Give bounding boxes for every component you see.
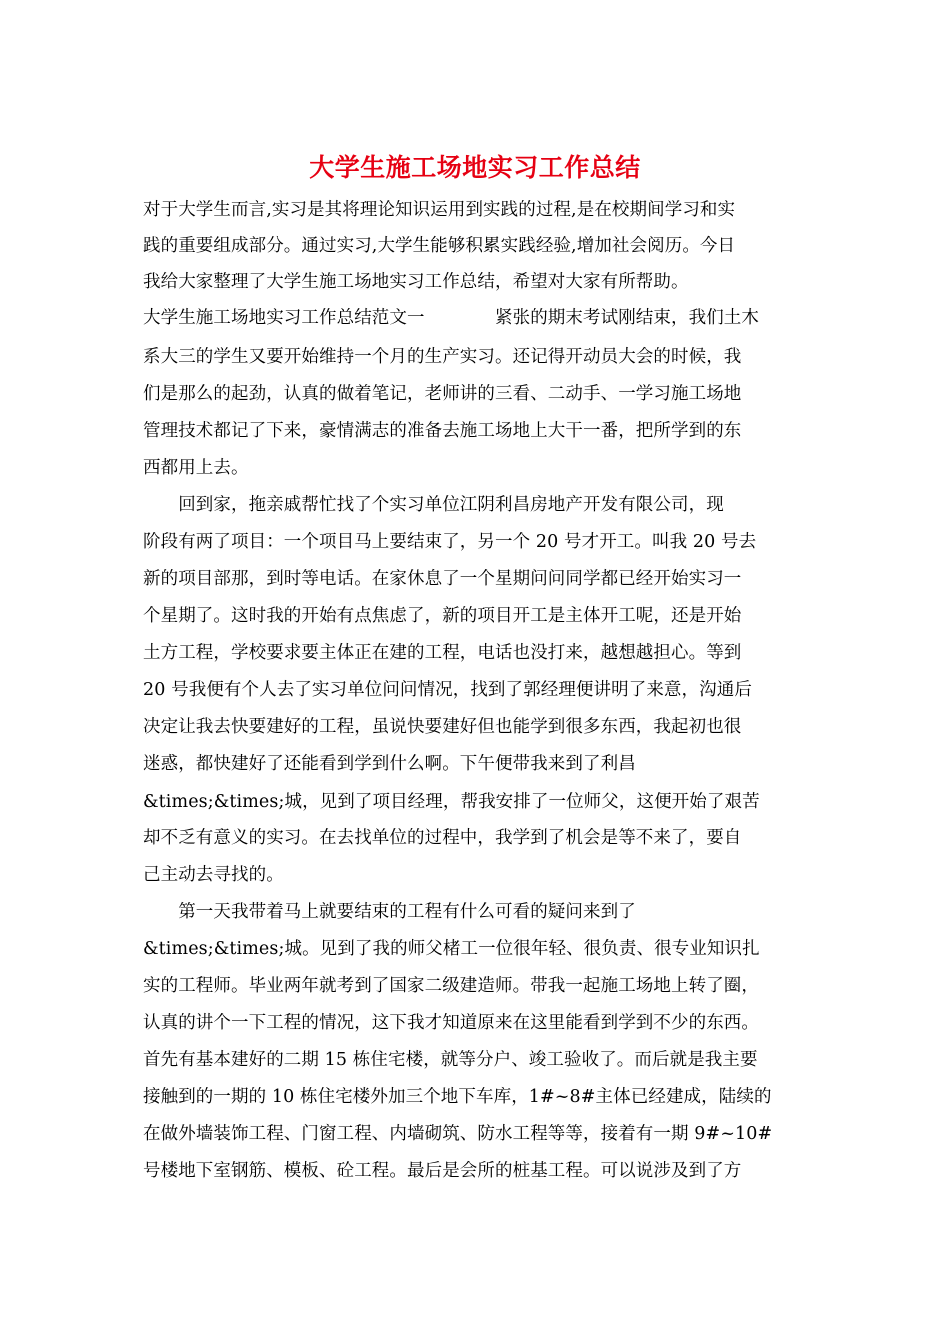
text-line: 大学生施工场地实习工作总结范文一 紧张的期末考试刚结束，我们土木 [143,308,759,328]
text-line: 认真的讲个一下工程的情况，这下我才知道原来在这里能看到学到不少的东西。 [143,1013,759,1033]
text-line: 实的工程师。毕业两年就考到了国家二级建造师。带我一起施工场地上转了圈， [143,976,759,996]
text-line: &times;&times;城。见到了我的师父楮工一位很年轻、很负责、很专业知识扎 [143,939,760,959]
text-line: 土方工程，学校要求要主体正在建的工程，电话也没打来，越想越担心。等到 [143,643,742,663]
text-line: 20 号我便有个人去了实习单位问问情况，找到了郭经理便讲明了来意，沟通后 [143,680,752,700]
text-line: 回到家，拖亲戚帮忙找了个实习单位江阴利昌房地产开发有限公司，现 [143,495,724,515]
text-line: 我给大家整理了大学生施工场地实习工作总结，希望对大家有所帮助。 [143,272,689,292]
text-line: 迷惑，都快建好了还能看到学到什么啊。下午便带我来到了利昌 [143,754,636,774]
text-line: 却不乏有意义的实习。在去找单位的过程中，我学到了机会是等不来了，要自 [143,828,742,848]
text-line: 新的项目部那，到时等电话。在家休息了一个星期问问同学都已经开始实习一 [143,569,742,589]
text-line: 践的重要组成部分。通过实习,大学生能够积累实践经验,增加社会阅历。今日 [143,236,736,256]
text-line: 个星期了。这时我的开始有点焦虑了，新的项目开工是主体开工呢，还是开始 [143,606,742,626]
text-line: 西都用上去。 [143,458,249,478]
document-title: 大学生施工场地实习工作总结 [309,153,641,182]
text-line: 第一天我带着马上就要结束的工程有什么可看的疑问来到了 [143,902,636,922]
text-line: 系大三的学生又要开始维持一个月的生产实习。还记得开动员大会的时候，我 [143,347,742,367]
text-line: 们是那么的起劲，认真的做着笔记，老师讲的三看、二动手、一学习施工场地 [143,384,742,404]
text-line: 阶段有两了项目：一个项目马上要结束了，另一个 20 号才开工。叫我 20 号去 [143,532,757,552]
text-line: 接触到的一期的 10 栋住宅楼外加三个地下车库，1#~8#主体已经建成，陆续的 [143,1087,772,1107]
text-line: 首先有基本建好的二期 15 栋住宅楼，就等分户、竣工验收了。而后就是我主要 [143,1050,758,1070]
text-line: &times;&times;城，见到了项目经理，帮我安排了一位师父，这便开始了艰苦 [143,792,760,812]
text-line: 在做外墙装饰工程、门窗工程、内墙砌筑、防水工程等等，接着有一期 9#~10# [143,1124,773,1144]
text-line: 己主动去寻找的。 [143,865,284,885]
text-line: 决定让我去快要建好的工程，虽说快要建好但也能学到很多东西，我起初也很 [143,717,742,737]
text-line: 管理技术都记了下来，豪情满志的准备去施工场地上大干一番，把所学到的东 [143,421,742,441]
text-line: 号楼地下室钢筋、模板、砼工程。最后是会所的桩基工程。可以说涉及到了方 [143,1161,742,1181]
text-line: 对于大学生而言,实习是其将理论知识运用到实践的过程,是在校期间学习和实 [143,200,736,220]
